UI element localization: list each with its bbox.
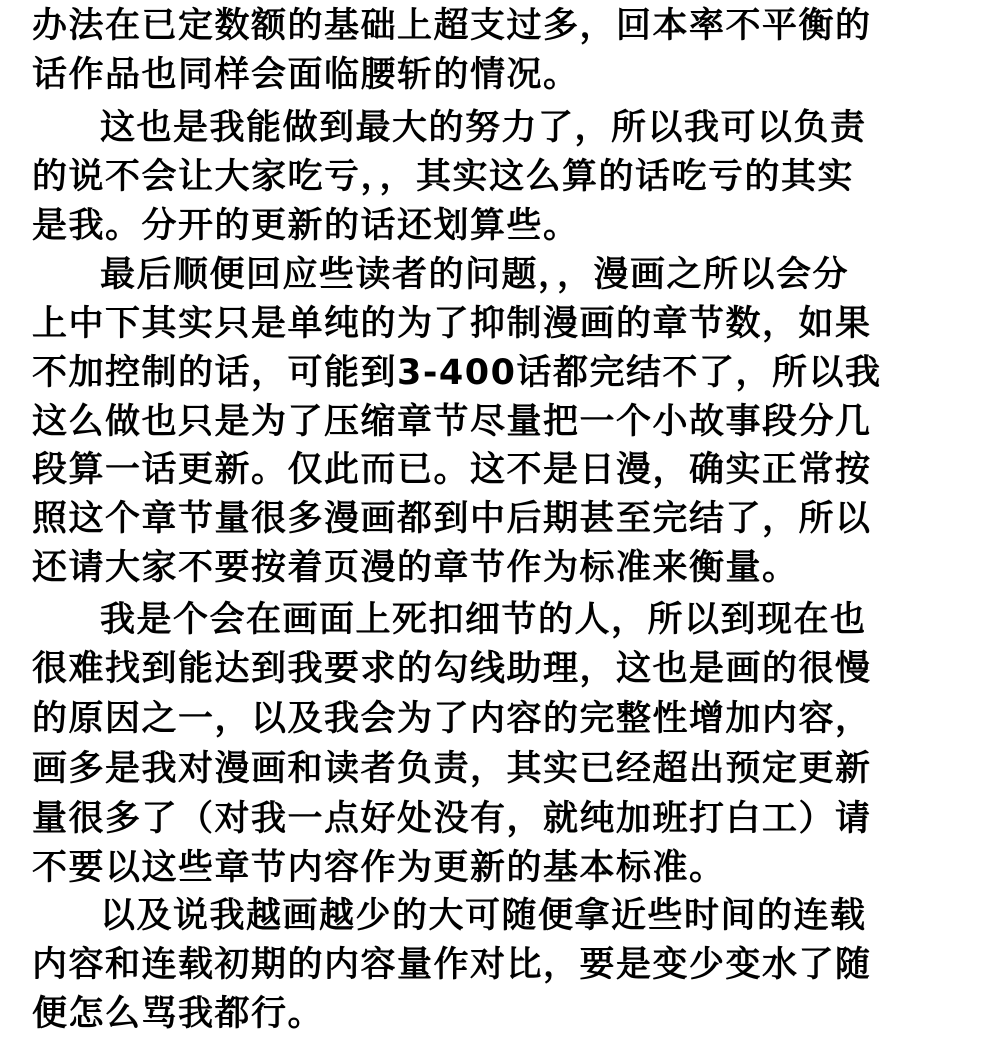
text-line: 量很多了（对我一点好处没有，就纯加班打白工）请 [32,799,872,839]
text-line: 上中下其实只是单纯的为了抑制漫画的章节数，如果 [32,304,872,344]
text-line: 很难找到能达到我要求的勾线助理，这也是画的很慢 [32,649,872,689]
text-line: 不加控制的话，可能到3-400话都完结不了，所以我 [32,353,882,393]
text-line: 还请大家不要按着页漫的章节作为标准来衡量。 [32,548,799,588]
text-line: 是我。分开的更新的话还划算些。 [32,206,580,246]
text-line: 我是个会在画面上死扣细节的人，所以到现在也 [100,600,867,640]
text-line: 话作品也同样会面临腰斩的情况。 [32,55,580,95]
text-line: 办法在已定数额的基础上超支过多，回本率不平衡的 [32,6,872,46]
text-line: 便怎么骂我都行。 [32,994,325,1034]
text-line: 最后顺便回应些读者的问题，，漫画之所以会分 [100,255,850,295]
text-line: 内容和连载初期的内容量作对比，要是变少变水了随 [32,945,872,985]
text-line: 以及说我越画越少的大可随便拿近些时间的连载 [100,896,867,936]
text-line: 段算一话更新。仅此而已。这不是日漫，确实正常按 [32,450,872,490]
text-line: 的说不会让大家吃亏，，其实这么算的话吃亏的其实 [32,157,855,197]
text-line: 这也是我能做到最大的努力了，所以我可以负责 [100,108,867,148]
text-line: 这么做也只是为了压缩章节尽量把一个小故事段分几 [32,402,872,442]
text-line: 画多是我对漫画和读者负责，其实已经超出预定更新 [32,749,872,789]
text-line: 照这个章节量很多漫画都到中后期甚至完结了，所以 [32,499,872,539]
text-line: 的原因之一，以及我会为了内容的完整性增加内容， [32,699,872,739]
text-line: 不要以这些章节内容作为更新的基本标准。 [32,848,726,888]
